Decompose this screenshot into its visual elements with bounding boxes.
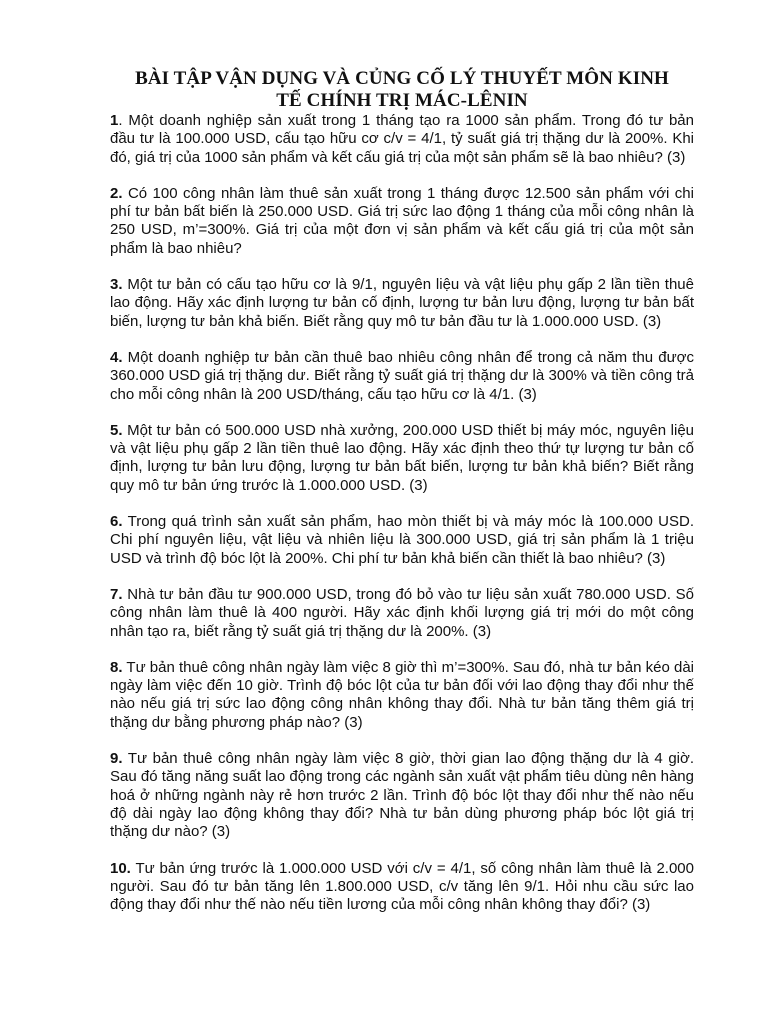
- question-text: Một doanh nghiệp tư bản cần thuê bao nhiêu công nhân để trong cả năm thu được 360.000 USD giá trị thặng dư. Biết rằng tỷ suất giá trị thặng dư là 300% và tiền công trả cho mỗi công nhân là 200 USD/tháng, cấu tạo hữu cơ là 4/1. (3): [110, 348, 694, 403]
- question-text: Trong quá trình sản xuất sản phẩm, hao mòn thiết bị và máy móc là 100.000 USD. Chi phí nguyên liệu, vật liệu và nhiên liệu là 300.000 USD, giá trị sản phẩm là 1 triệu USD và trình độ bóc lột là 200%. Chi phí tư bản khả biến cần thiết là bao nhiêu? (3): [110, 513, 694, 567]
- question-text: Có 100 công nhân làm thuê sản xuất trong 1 tháng được 12.500 sản phẩm với chi phí tư bản bất biến là 250.000 USD. Giá trị sức lao động 1 tháng của mỗi công nhân là 250 USD, m’=300%. Giá trị của một đơn vị sản phẩm và kết cấu giá trị của một sản phẩm là bao nhiêu?: [110, 184, 694, 257]
- document-title: [110, 68, 694, 112]
- question-4: [110, 349, 694, 404]
- question-number: 9.: [110, 750, 123, 768]
- question-text: Một tư bản có 500.000 USD nhà xưởng, 200.000 USD thiết bị máy móc, nguyên liệu và vật liệu phụ gấp 2 lần tiền thuê lao động. Hãy xác định theo thứ tự lượng tư bản cố định, lượng tư bản lưu động, lượng tư bản bất biến, lượng tư bản khả biến? Biết rằng quy mô tư bản ứng trước là 1.000.000 USD. (3): [110, 421, 694, 494]
- question-8: [110, 659, 694, 732]
- question-7: [110, 586, 694, 641]
- question-text: Tư bản thuê công nhân ngày làm việc 8 giờ thì m’=300%. Sau đó, nhà tư bản kéo dài ngày làm việc đến 10 giờ. Trình độ bóc lột của tư bản đối với lao động thay đổi như thế nào nếu giá trị sức lao động công nhân không thay đổi. Nhà tư bản tăng thêm giá trị thặng dư bằng phương pháp nào? (3): [110, 658, 694, 731]
- question-text: Một tư bản có cấu tạo hữu cơ là 9/1, nguyên liệu và vật liệu phụ gấp 2 lần tiền thuê lao động. Hãy xác định lượng tư bản cố định, lượng tư bản lưu động, lượng tư bản bất biến, lượng tư bản khả biến. Biết rằng quy mô tư bản đầu tư là 1.000.000 USD. (3): [110, 276, 694, 330]
- question-number: 1: [110, 112, 119, 129]
- question-9: [110, 750, 694, 841]
- question-number: 3.: [110, 276, 123, 294]
- question-text: Nhà tư bản đầu tư 900.000 USD, trong đó bỏ vào tư liệu sản xuất 780.000 USD. Số công nhân làm thuê là 400 người. Hãy xác định khối lượng giá trị mới do một công nhân tạo ra, biết rằng tỷ suất giá trị thặng dư là 200%. (3): [110, 585, 694, 640]
- question-number: 4.: [110, 348, 123, 366]
- question-number: 5.: [110, 421, 123, 439]
- question-text: . Một doanh nghiệp sản xuất trong 1 tháng tạo ra 1000 sản phẩm. Trong đó tư bản đầu tư là 100.000 USD, cấu tạo hữu cơ c/v = 4/1, tỷ suất giá trị thặng dư là 200%. Khi đó, giá trị của 1000 sản phẩm và kết cấu giá trị của một sản phẩm sẽ là bao nhiêu? (3): [110, 112, 694, 166]
- question-number: 10.: [110, 859, 131, 877]
- question-1: [110, 112, 694, 167]
- question-6: [110, 513, 694, 568]
- title-line-2: TẾ CHÍNH TRỊ MÁC-LÊNIN: [276, 90, 528, 111]
- question-5: [110, 422, 694, 495]
- document-page: [110, 68, 694, 932]
- question-text: Tư bản thuê công nhân ngày làm việc 8 giờ, thời gian lao động thặng dư là 4 giờ. Sau đó tăng năng suất lao động trong các ngành sản xuất vật phẩm tiêu dùng nên hàng hoá ở những ngành này rẻ hơn trước 2 lần. Trình độ bóc lột thay đổi như thế nào nếu độ dài ngày lao động không thay đổi? Nhà tư bản dùng phương pháp bóc lột giá trị thặng dư nào? (3): [110, 750, 694, 841]
- question-number: 6.: [110, 513, 123, 531]
- question-text: Tư bản ứng trước là 1.000.000 USD với c/v = 4/1, số công nhân làm thuê là 2.000 người. Sau đó tư bản tăng lên 1.800.000 USD, c/v tăng lên 9/1. Hỏi nhu cầu sức lao động thay đổi như thế nào nếu tiền lương của mỗi công nhân không thay đổi? (3): [110, 859, 694, 914]
- question-number: 2.: [110, 184, 123, 202]
- title-line-1: BÀI TẬP VẬN DỤNG VÀ CỦNG CỐ LÝ THUYẾT MÔN KINH: [135, 68, 669, 89]
- question-2: [110, 185, 694, 258]
- question-number: 7.: [110, 585, 123, 603]
- question-3: [110, 276, 694, 331]
- question-number: 8.: [110, 658, 123, 676]
- question-10: [110, 860, 694, 915]
